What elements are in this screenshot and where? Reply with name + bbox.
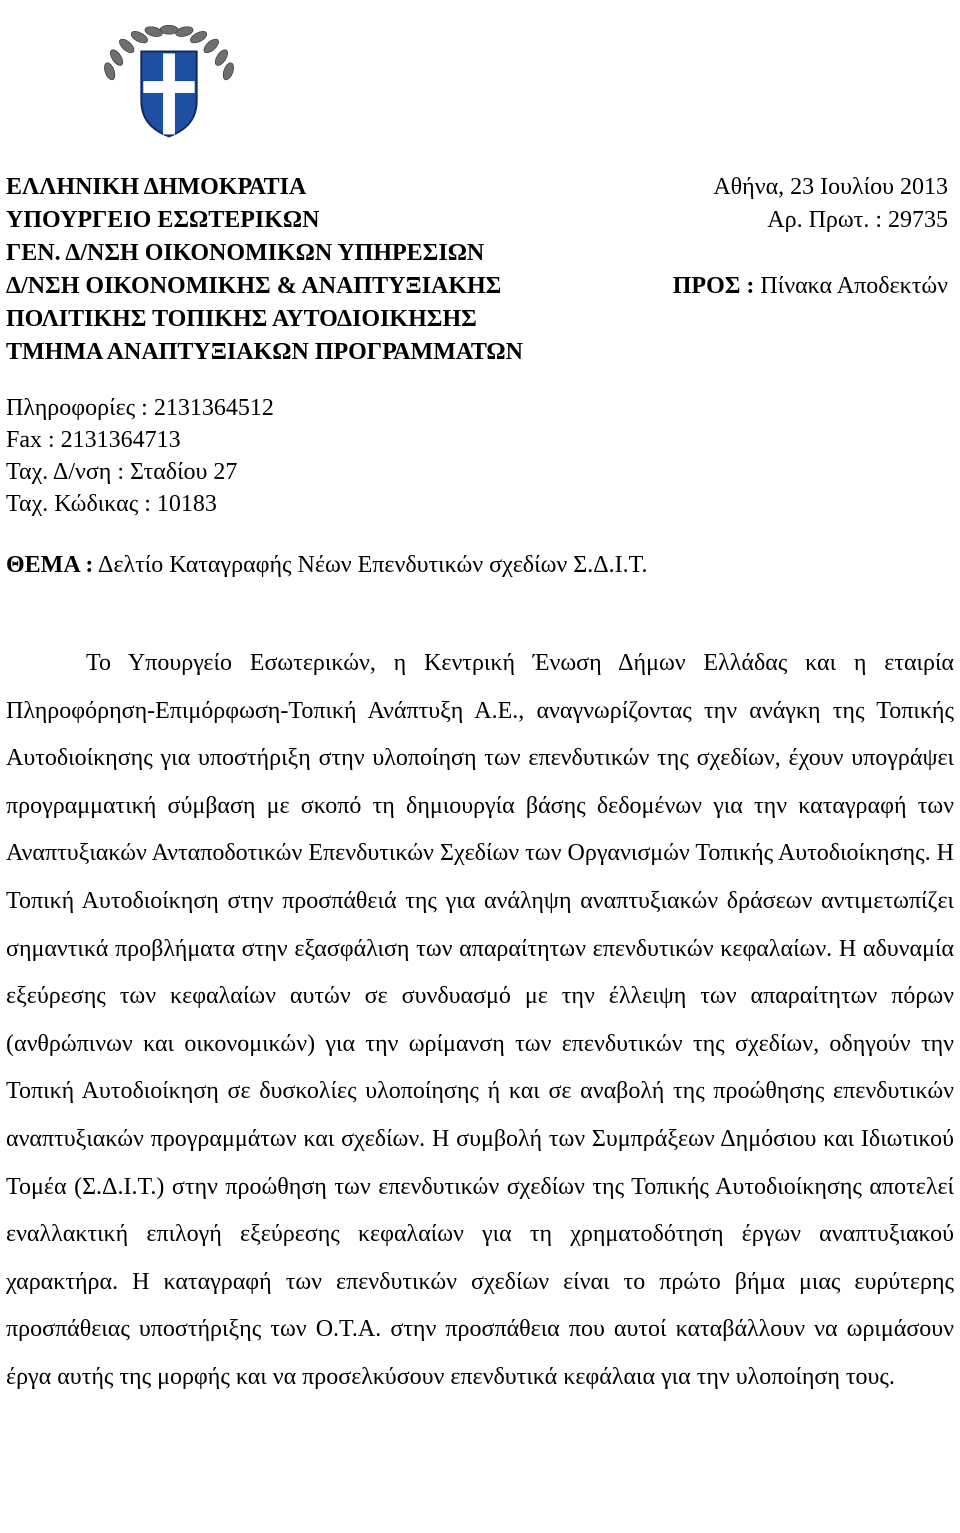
info-line: Ταχ. Κώδικας : 10183 (6, 491, 217, 517)
info-line: Πληροφορίες : 2131364512 (6, 395, 274, 421)
contact-info (6, 392, 274, 520)
issuer-line: ΠΟΛΙΤΙΚΗΣ ΤΟΠΙΚΗΣ ΑΥΤΟΔΙΟΙΚΗΣΗΣ (6, 306, 477, 332)
protocol-number: Αρ. Πρωτ. : 29735 (767, 207, 948, 233)
issuer-block (6, 171, 523, 369)
emblem-icon (90, 10, 248, 168)
recipients (673, 270, 948, 303)
recipients-label: ΠΡΟΣ : (672, 273, 755, 299)
issuer-line: ΤΜΗΜΑ ΑΝΑΠΤΥΞΙΑΚΩΝ ΠΡΟΓΡΑΜΜΑΤΩΝ (6, 339, 523, 365)
subject-label: ΘΕΜΑ : (6, 552, 94, 578)
issuer-line: Δ/ΝΣΗ ΟΙΚΟΝΟΜΙΚΗΣ & ΑΝΑΠΤΥΞΙΑΚΗΣ (6, 273, 502, 299)
subject-text: Δελτίο Καταγραφής Νέων Επενδυτικών σχεδίων Σ.Δ.Ι.Τ. (93, 552, 648, 578)
laurel-leaf (117, 37, 136, 55)
issuer-line: ΓΕΝ. Δ/ΝΣΗ ΟΙΚΟΝΟΜΙΚΩΝ ΥΠΗΡΕΣΙΩΝ (6, 240, 485, 266)
document-date: Αθήνα, 23 Ιουλίου 2013 (713, 174, 948, 200)
issuer-line: ΕΛΛΗΝΙΚΗ ΔΗΜΟΚΡΑΤΙΑ (6, 174, 307, 200)
laurel-leaf (221, 61, 235, 81)
laurel-leaf (102, 61, 116, 81)
laurel-leaf (202, 37, 221, 55)
laurel-leaf (175, 25, 194, 38)
info-line: Ταχ. Δ/νση : Σταδίου 27 (6, 459, 238, 485)
greek-state-emblem (90, 10, 248, 168)
document-body (6, 640, 954, 1402)
issuer-line: ΥΠΟΥΡΓΕΙΟ ΕΣΩΤΕΡΙΚΩΝ (6, 207, 320, 233)
body-paragraph: Το Υπουργείο Εσωτερικών, η Κεντρική Ένωση Δήμων Ελλάδας και η εταιρία Πληροφόρηση-Επιμόρφωση-Τοπική Ανάπτυξη Α.Ε., αναγνωρίζοντας την ανάγκη της Τοπικής Αυτοδιοίκησης για υποστήριξη στην υλοποίηση των επενδυτικών της σχεδίων, έχουν υπογράψει προγραμματική σύμβαση με σκοπό τη δημιουργία βάσης δεδομένων για την καταγραφή των Αναπτυξιακών Ανταποδοτικών Επενδυτικών Σχεδίων των Οργανισμών Τοπικής Αυτοδιοίκησης. Η Τοπική Αυτοδιοίκηση στην προσπάθειά της για ανάληψη αναπτυξιακών δράσεων αντιμετωπίζει σημαντικά προβλήματα στην εξασφάλιση των απαραίτητων επενδυτικών κεφαλαίων. Η αδυναμία εξεύρεσης των κεφαλαίων αυτών σε συνδυασμό με την έλλειψη των απαραίτητων πόρων (ανθρώπινων και οικονομικών) για την ωρίμανση των επενδυτικών της σχεδίων, οδηγούν την Τοπική Αυτοδιοίκηση σε δυσκολίες υλοποίησης ή και σε αναβολή της προώθησης επενδυτικών αναπτυξιακών προγραμμάτων και σχεδίων. Η συμβολή των Συμπράξεων Δημόσιου και Ιδιωτικού Τομέα (Σ.Δ.Ι.Τ.) στην προώθηση των επενδυτικών σχεδίων της Τοπικής Αυτοδιοίκησης αποτελεί εναλλακτική επιλογή εξεύρεσης κεφαλαίων για τη χρηματοδότηση έργων αναπτυξιακού χαρακτήρα. Η καταγραφή των επενδυτικών σχεδίων είναι το πρώτο βήμα μιας ευρύτερης προσπάθειας υποστήριξης των Ο.Τ.Α. στην προσπάθεια που αυτοί καταβάλλουν να ωριμάσουν έργα αυτής της μορφής και να προσελκύσουν επενδυτικά κεφάλαια για την υλοποίηση τους. (6, 650, 954, 1390)
info-line: Fax : 2131364713 (6, 427, 181, 453)
date-protocol-block (673, 171, 948, 303)
laurel-leaf (160, 25, 178, 34)
laurel-leaf (144, 25, 163, 38)
recipients-value: Πίνακα Αποδεκτών (754, 273, 948, 299)
subject-line (6, 549, 648, 581)
